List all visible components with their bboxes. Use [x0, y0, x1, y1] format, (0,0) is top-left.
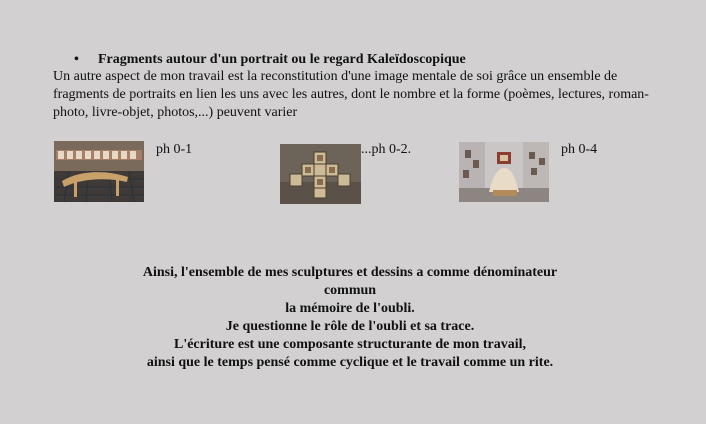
conclusion-line: ainsi que le temps pensé comme cyclique et le travail comme un rite. — [146, 355, 554, 370]
caption-ph-0-1: ph 0-1 — [156, 142, 193, 157]
heading-text: Fragments autour d'un portrait ou le regard Kaleïdoscopique — [98, 52, 466, 67]
book-object-image — [280, 144, 361, 204]
conclusion-line: Ainsi, l'ensemble de mes sculptures et dessins a comme dénominateur — [142, 265, 558, 280]
photo-ph-0-2[interactable] — [280, 144, 361, 204]
conclusion-line: la mémoire de l'oubli. — [285, 301, 415, 316]
conclusion-block — [100, 264, 600, 372]
photo-ph-0-4[interactable] — [459, 142, 549, 202]
conclusion-line: commun — [323, 283, 377, 298]
photo-ph-0-1[interactable] — [54, 141, 144, 202]
conclusion-line: Je questionne le rôle de l'oubli et sa trace. — [225, 319, 475, 334]
section-heading — [74, 52, 466, 68]
gallery-room-image — [54, 141, 144, 202]
conclusion-line: L'écriture est une composante structurante de mon travail, — [173, 337, 527, 352]
caption-ph-0-4: ph 0-4 — [561, 142, 598, 157]
bullet-icon: • — [74, 52, 79, 67]
installation-room-image — [459, 142, 549, 202]
caption-ph-0-2: ...ph 0-2. — [361, 142, 412, 157]
intro-paragraph: Un autre aspect de mon travail est la reconstitution d'une image mentale de soi grâce un ensemble de fragments de portraits en lien les uns avec les autres, dont le nombre et la forme (poèmes, lectures, roman-photo, livre-objet, photos,...) peuvent varier — [53, 69, 649, 120]
